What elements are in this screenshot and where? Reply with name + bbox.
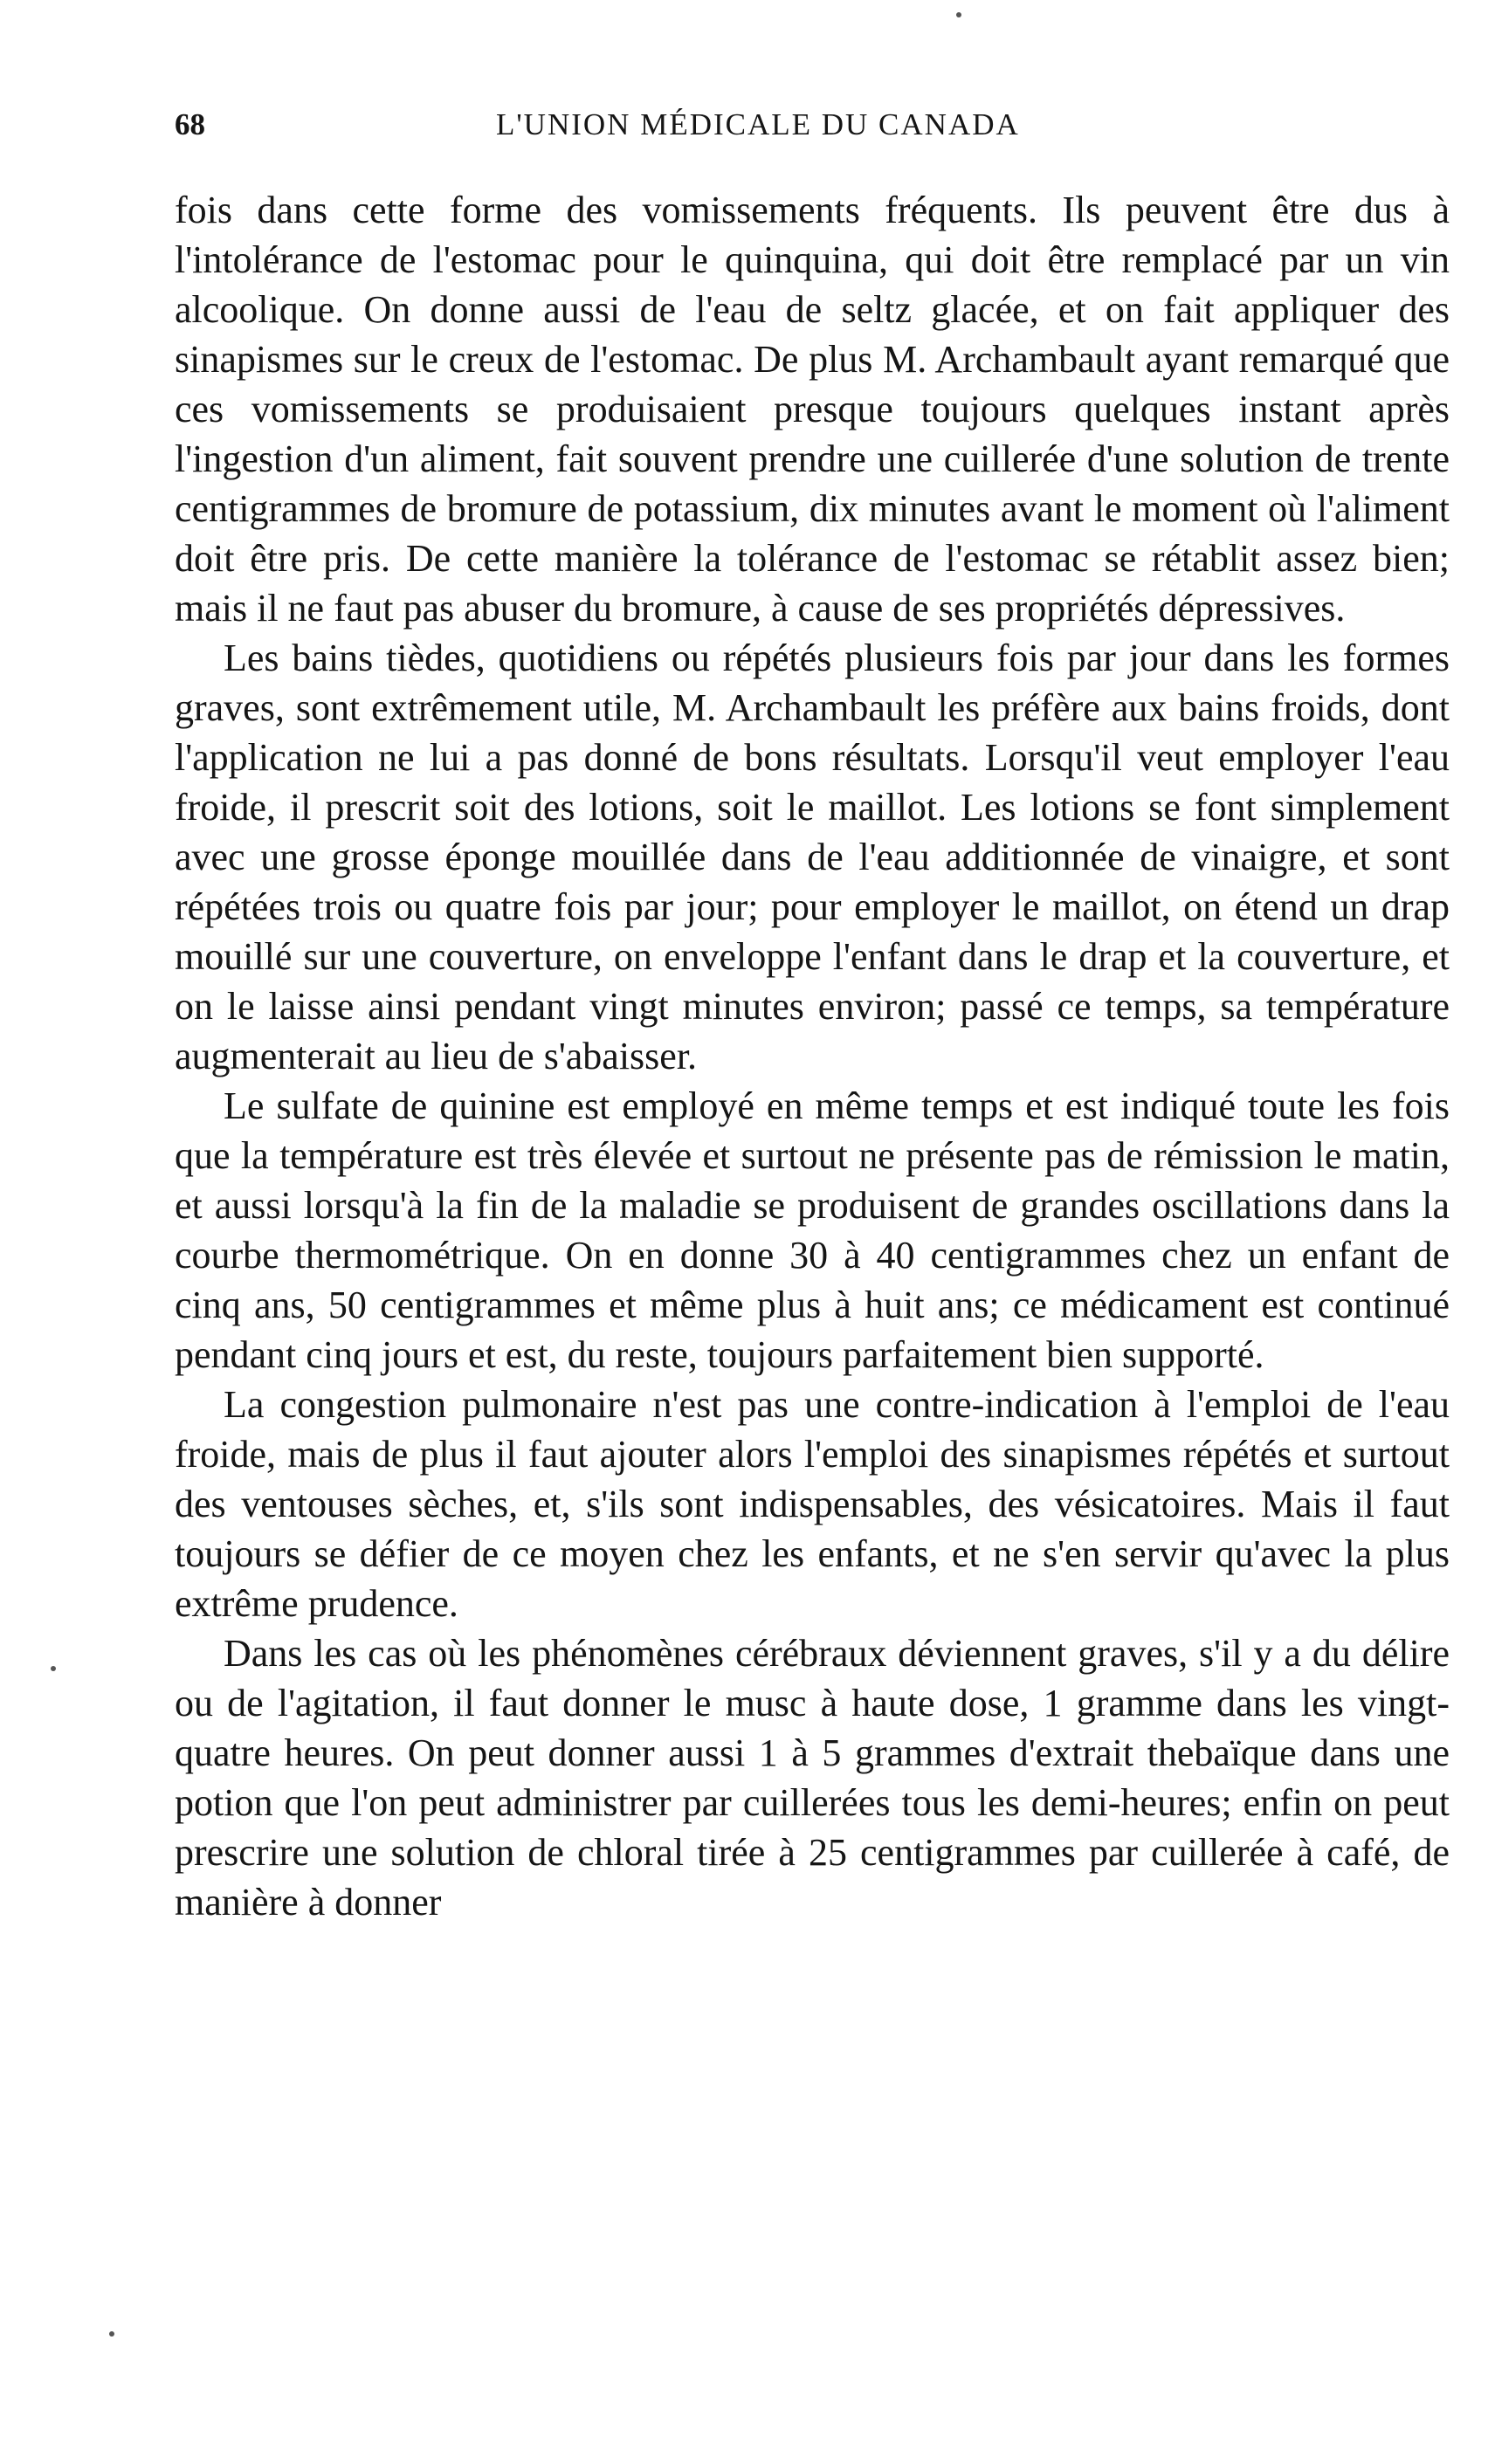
scan-speck [109, 2331, 114, 2337]
running-head [175, 103, 1485, 147]
article-body [175, 185, 1450, 1927]
journal-title: L'UNION MÉDICALE DU CANADA [496, 107, 1020, 141]
scan-speck [956, 12, 961, 17]
paragraph-continuation: fois dans cette forme des vomissements fréquents. Ils peuvent être dus à l'intolérance de l'estomac pour le quinquina, qui doit être remplacé par un vin alcoolique. On donne aussi de l'eau de seltz glacée, et on fait appliquer des sinapismes sur le creux de l'estomac. De plus M. Archambault ayant remarqué que ces vomissements se produisaient presque toujours quelques instant après l'ingestion d'un aliment, fait souvent prendre une cuillerée d'une solution de trente centigrammes de bromure de potassium, dix minutes avant le moment où l'aliment doit être pris. De cette manière la tolérance de l'estomac se rétablit assez bien; mais il ne faut pas abuser du bromure, à cause de ses propriétés dépressives. [175, 189, 1450, 630]
page-number: 68 [175, 107, 205, 141]
paragraph-baths: Les bains tièdes, quotidiens ou répétés plusieurs fois par jour dans les formes graves, sont extrêmement utile, M. Archambault les préfère aux bains froids, dont l'application ne lui a pas donné de bons résultats. Lorsqu'il veut employer l'eau froide, il prescrit soit des lotions, soit le maillot. Les lotions se font simplement avec une grosse éponge mouillée dans de l'eau additionnée de vinaigre, et sont répétées trois ou quatre fois par jour; pour employer le maillot, on étend un drap mouillé sur une couverture, on enveloppe l'enfant dans le drap et la couverture, et on le laisse ainsi pendant vingt minutes environ; passé ce temps, sa température augmenterait au lieu de s'abaisser. [175, 637, 1450, 1077]
scan-speck [51, 1666, 56, 1671]
paragraph-quinine: Le sulfate de quinine est employé en même temps et est indiqué toute les fois que la température est très élevée et surtout ne présente pas de rémission le matin, et aussi lorsqu'à la fin de la maladie se produisent de grandes oscillations dans la courbe thermométrique. On en donne 30 à 40 centigrammes chez un enfant de cinq ans, 50 centigrammes et même plus à huit ans; ce médicament est continué pendant cinq jours et est, du reste, toujours parfaitement bien supporté. [175, 1084, 1450, 1376]
paragraph-cerebral-phenomena: Dans les cas où les phénomènes cérébraux déviennent graves, s'il y a du délire ou de l'agitation, il faut donner le musc à haute dose, 1 gramme dans les vingt-quatre heures. On peut donner aussi 1 à 5 grammes d'extrait thebaïque dans une potion que l'on peut administrer par cuillerées tous les demi-heures; enfin on peut prescrire une solution de chloral tirée à 25 centigrammes par cuillerée à café, de manière à donner [175, 1632, 1450, 1924]
paragraph-pulmonary-congestion: La congestion pulmonaire n'est pas une contre-indication à l'emploi de l'eau froide, mais de plus il faut ajouter alors l'emploi des sinapismes répétés et surtout des ventouses sèches, et, s'ils sont indispensables, des vésicatoires. Mais il faut toujours se défier de ce moyen chez les enfants, et ne s'en servir qu'avec la plus extrême prudence. [175, 1383, 1450, 1625]
